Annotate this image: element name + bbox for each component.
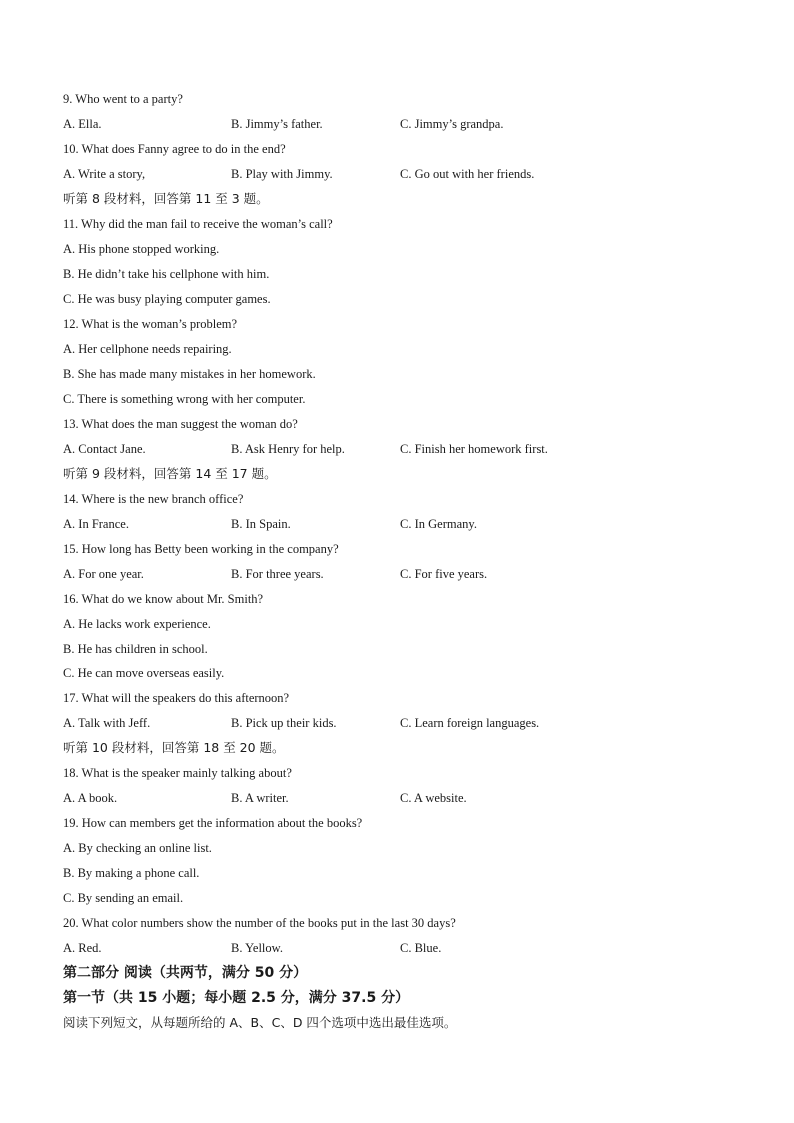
part-2-heading: 第二部分 阅读（共两节，满分 50 分） (63, 965, 308, 981)
question-10-stem: 10. What does Fanny agree to do in the end? (63, 142, 286, 156)
question-19-option-b: B. By making a phone call. (63, 866, 200, 880)
material-8-note: 听第 8 段材料，回答第 11 至 3 题。 (63, 191, 269, 206)
question-13-option-b: B. Ask Henry for help. (231, 442, 345, 456)
question-15-option-b: B. For three years. (231, 567, 324, 581)
section-1-heading: 第一节（共 15 小题；每小题 2.5 分，满分 37.5 分） (63, 990, 410, 1006)
question-15-option-c: C. For five years. (400, 567, 488, 581)
question-13-stem: 13. What does the man suggest the woman do? (63, 417, 298, 431)
question-9-option-a: A. Ella. (63, 117, 102, 131)
question-12-option-a: A. Her cellphone needs repairing. (63, 342, 232, 356)
question-11-option-a: A. His phone stopped working. (63, 242, 220, 256)
question-9-option-c: C. Jimmy’s grandpa. (400, 117, 504, 131)
question-14-option-a: A. In France. (63, 517, 129, 531)
question-14-stem: 14. Where is the new branch office? (63, 492, 244, 506)
question-18-option-c: C. A website. (400, 791, 467, 805)
question-13-option-a: A. Contact Jane. (63, 442, 146, 456)
question-20-stem: 20. What color numbers show the number of the books put in the last 30 days? (63, 916, 456, 930)
material-9-note: 听第 9 段材料，回答第 14 至 17 题。 (63, 466, 277, 481)
question-19-stem: 19. How can members get the information about the books? (63, 816, 363, 830)
question-12-option-c: C. There is something wrong with her computer. (63, 392, 306, 406)
question-17-option-b: B. Pick up their kids. (231, 716, 337, 730)
question-18-stem: 18. What is the speaker mainly talking about? (63, 766, 292, 780)
question-12-stem: 12. What is the woman’s problem? (63, 317, 238, 331)
question-17-stem: 17. What will the speakers do this afternoon? (63, 691, 290, 705)
question-15-option-a: A. For one year. (63, 567, 144, 581)
question-18-option-a: A. A book. (63, 791, 118, 805)
question-12-option-b: B. She has made many mistakes in her homework. (63, 367, 316, 381)
question-18-option-b: B. A writer. (231, 791, 289, 805)
question-11-option-c: C. He was busy playing computer games. (63, 292, 271, 306)
question-14-option-c: C. In Germany. (400, 517, 477, 531)
reading-instructions: 阅读下列短文，从每题所给的 A、B、C、D 四个选项中选出最佳选项。 (63, 1015, 457, 1030)
question-17-option-c: C. Learn foreign languages. (400, 716, 540, 730)
question-10-option-b: B. Play with Jimmy. (231, 167, 333, 181)
question-17-option-a: A. Talk with Jeff. (63, 716, 151, 730)
question-19-option-c: C. By sending an email. (63, 891, 184, 905)
question-16-stem: 16. What do we know about Mr. Smith? (63, 592, 264, 606)
question-11-option-b: B. He didn’t take his cellphone with him. (63, 267, 270, 281)
question-14-option-b: B. In Spain. (231, 517, 291, 531)
question-20-option-a: A. Red. (63, 941, 102, 955)
question-20-option-c: C. Blue. (400, 941, 442, 955)
question-16-option-a: A. He lacks work experience. (63, 617, 211, 631)
question-10-option-c: C. Go out with her friends. (400, 167, 535, 181)
question-9-option-b: B. Jimmy’s father. (231, 117, 323, 131)
material-10-note: 听第 10 段材料，回答第 18 至 20 题。 (63, 740, 285, 755)
question-9-stem: 9. Who went to a party? (63, 92, 183, 106)
question-16-option-c: C. He can move overseas easily. (63, 666, 225, 680)
question-13-option-c: C. Finish her homework first. (400, 442, 548, 456)
question-19-option-a: A. By checking an online list. (63, 841, 212, 855)
question-20-option-b: B. Yellow. (231, 941, 283, 955)
question-10-option-a: A. Write a story, (63, 167, 146, 181)
question-15-stem: 15. How long has Betty been working in the company? (63, 542, 339, 556)
question-16-option-b: B. He has children in school. (63, 642, 208, 656)
question-11-stem: 11. Why did the man fail to receive the woman’s call? (63, 217, 333, 231)
